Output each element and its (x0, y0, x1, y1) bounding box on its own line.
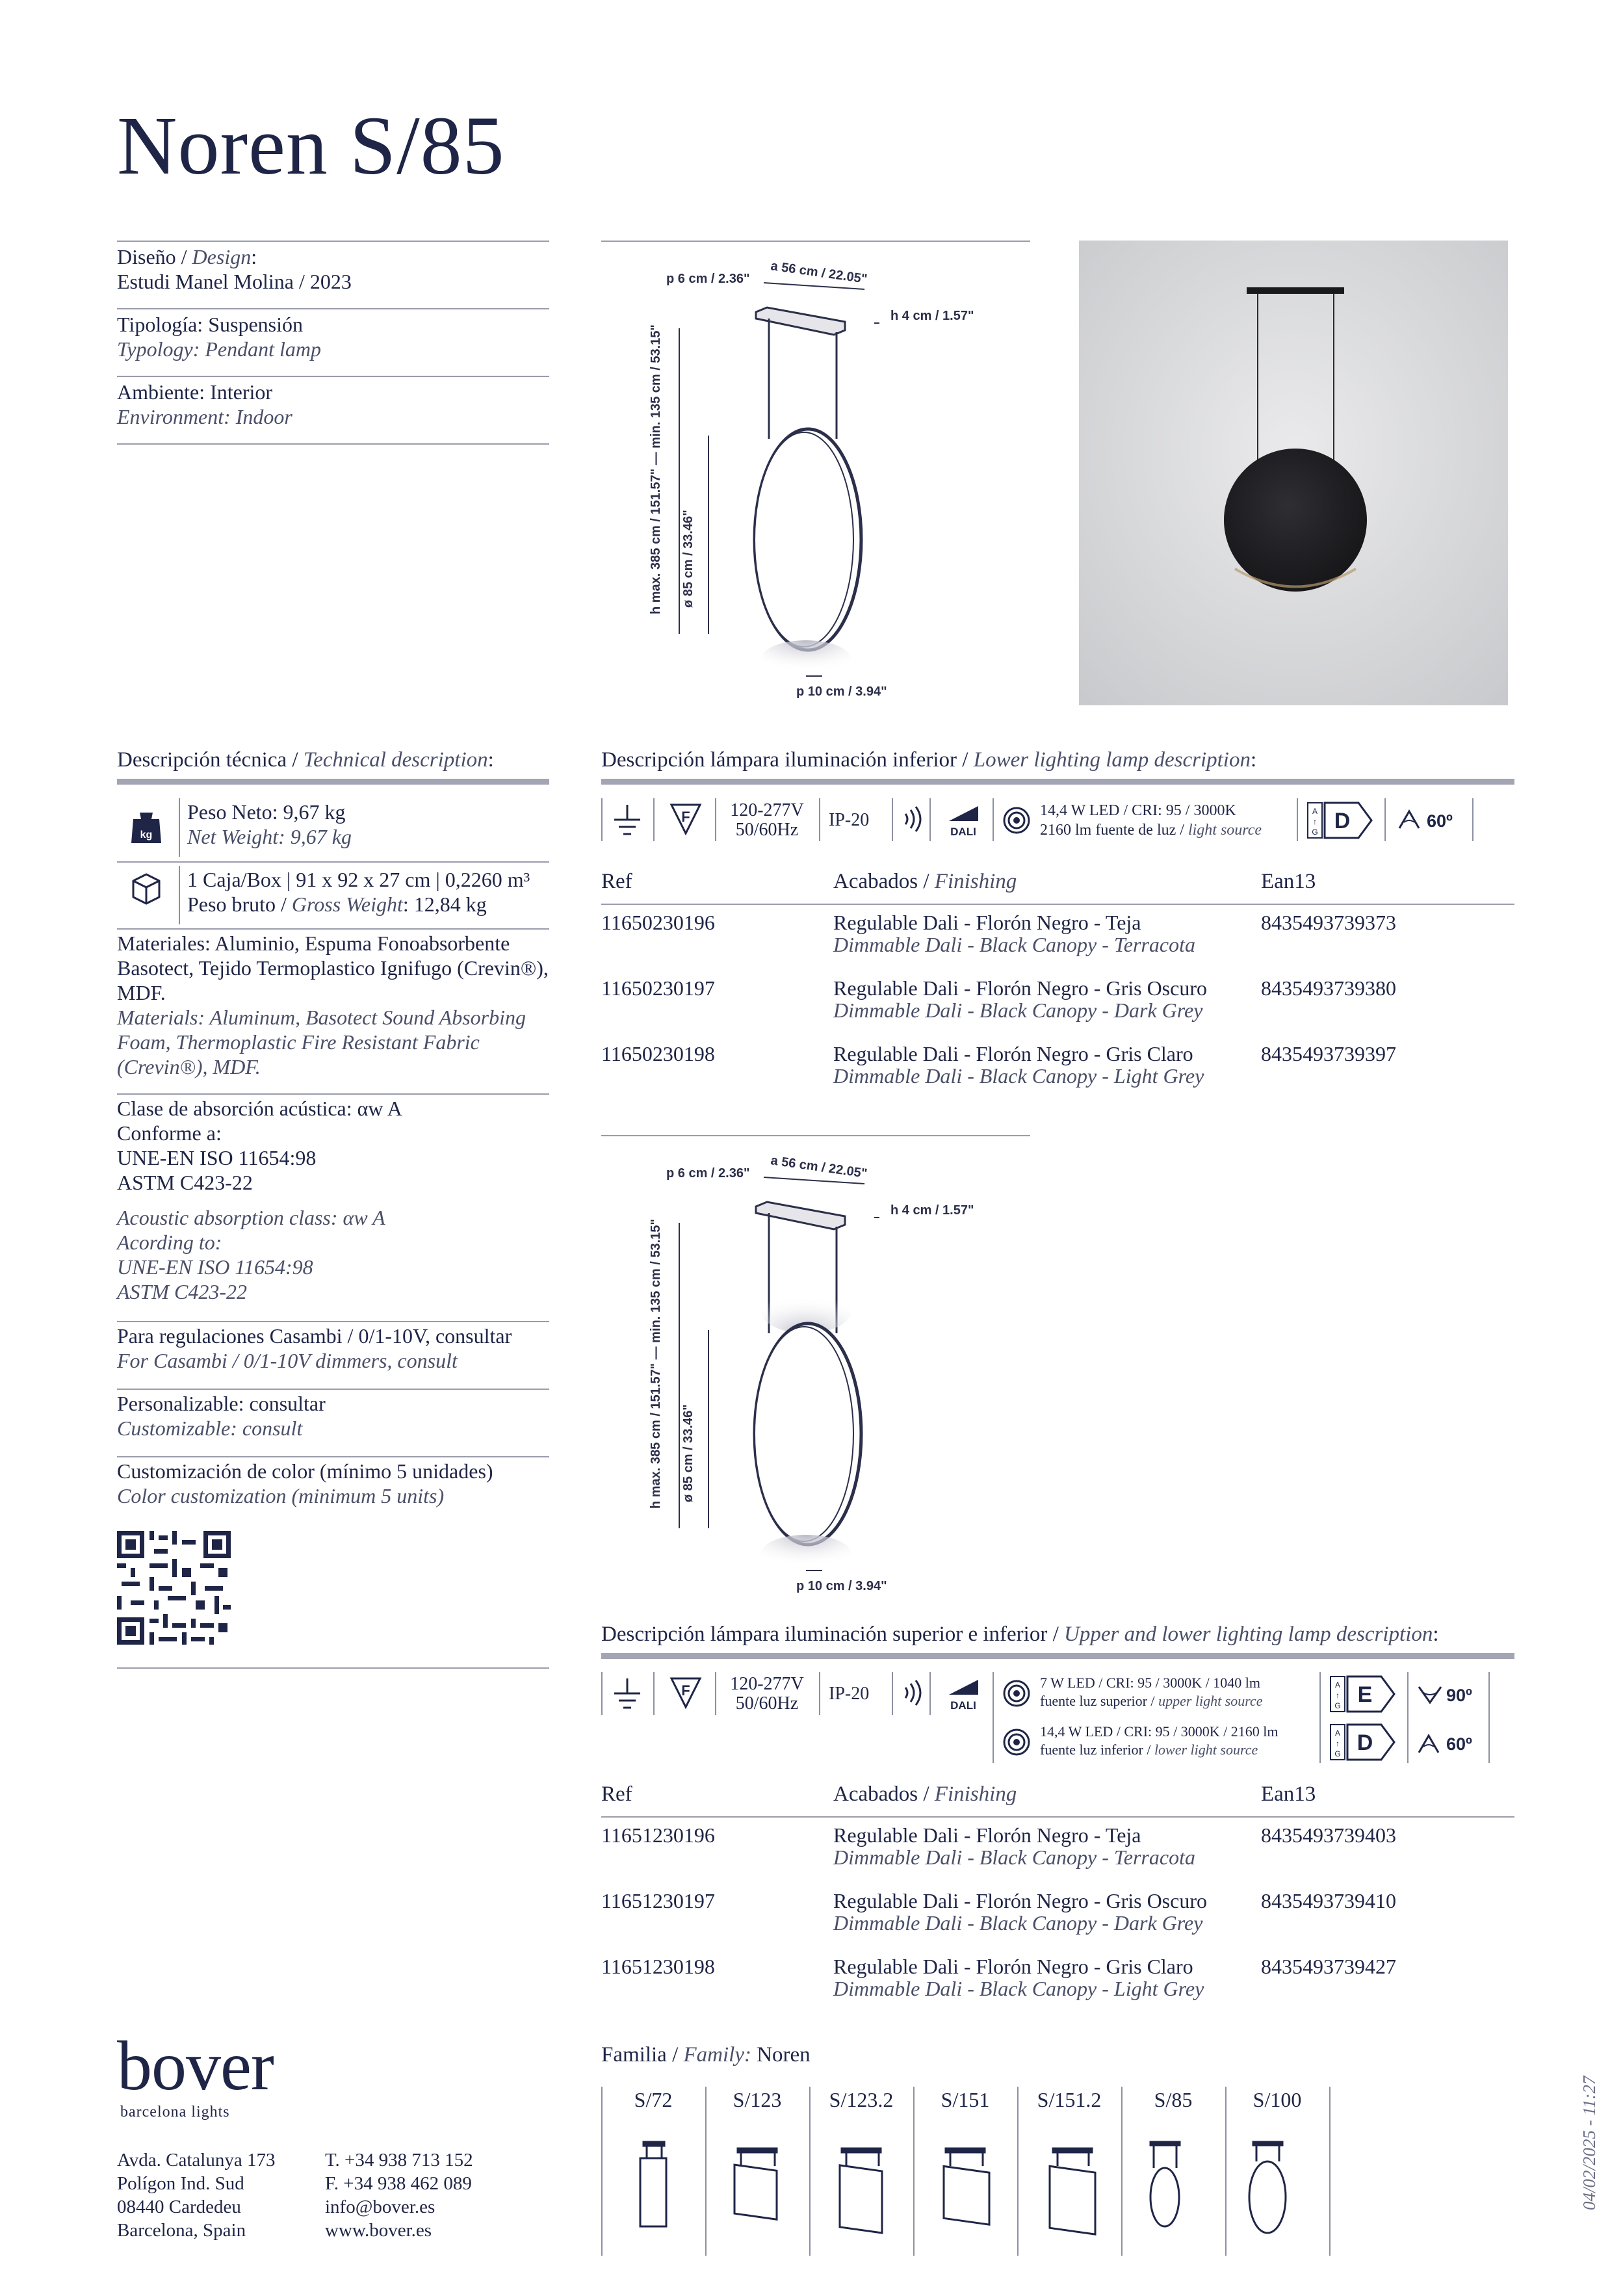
thick-divider (117, 779, 549, 785)
family-item-s100[interactable]: S/100 (1253, 2088, 1302, 2111)
divider (601, 1135, 1030, 1136)
finish-en: Dimmable Dali - Black Canopy - Terracota (833, 933, 1195, 956)
divider (117, 308, 549, 309)
led-lower-2: fuente luz inferior / (1040, 1742, 1154, 1758)
tech-heading-en: Technical description (303, 748, 488, 772)
table-row-ref: 11650230197 (601, 976, 715, 1000)
thick-divider (601, 779, 1514, 785)
col-finishing-en: Finishing (934, 1782, 1017, 1806)
typology-en: Typology: Pendant lamp (117, 337, 322, 361)
address-line: 08440 Cardedeu (117, 2197, 241, 2217)
address (117, 2148, 275, 2242)
table-row-finish (833, 1890, 1207, 1934)
energy-class-badge-upper (1329, 1675, 1401, 1714)
dali-label: DALI (950, 826, 976, 838)
box-info (187, 867, 558, 917)
col-ean: Ean13 (1261, 870, 1316, 893)
environment-es: Ambiente: Interior (117, 380, 273, 404)
finish-es: Regulable Dali - Florón Negro - Gris Claro (833, 1955, 1193, 1978)
net-weight (187, 800, 551, 849)
beam-angle-icon (1397, 808, 1423, 830)
family-heading (601, 2042, 811, 2067)
regulation-es: Para regulaciones Casambi / 0/1-10V, consultar (117, 1324, 512, 1348)
family-label-es: Familia / (601, 2043, 684, 2067)
kg-label: kg (140, 829, 153, 841)
col-finishing-en: Finishing (934, 870, 1017, 893)
table-row-ean: 8435493739403 (1261, 1823, 1396, 1847)
materials-en: Materials: Aluminum, Basotect Sound Absorbing Foam, Thermoplastic Fire Resistant Fabric (Crevin®), MDF. (117, 1006, 526, 1078)
address-line: Polígon Ind. Sud (117, 2173, 244, 2194)
separator (1297, 798, 1298, 841)
dali-icon (946, 1676, 985, 1712)
finish-es: Regulable Dali - Florón Negro - Gris Claro (833, 1042, 1193, 1065)
table-row-ean: 8435493739397 (1261, 1042, 1396, 1065)
gross-en: Gross Weight (291, 893, 403, 916)
design-label-es: Diseño / (117, 245, 192, 268)
color-custom-es: Customización de color (mínimo 5 unidades) (117, 1459, 493, 1483)
acoustic-es-1: Clase de absorción acústica: αw A (117, 1097, 402, 1120)
energy-class-value: D (1334, 809, 1351, 833)
beam-angle-lower: 60º (1446, 1734, 1472, 1754)
led-spec-lower (1040, 1723, 1278, 1759)
colon: : (1433, 1623, 1439, 1646)
depth-label: p 6 cm / 2.36" (666, 272, 750, 286)
separator (929, 798, 931, 841)
energy-class-value: E (1357, 1682, 1373, 1707)
separator (929, 1672, 931, 1715)
fax: F. +34 938 462 089 (325, 2173, 472, 2194)
separator (993, 1672, 994, 1763)
canopy-height-label: h 4 cm / 1.57" (890, 1203, 974, 1218)
led-spec-1: 14,4 W LED / CRI: 95 / 3000K (1040, 802, 1236, 819)
separator (1472, 798, 1474, 841)
dali-icon (946, 803, 985, 839)
thick-divider (601, 1653, 1514, 1659)
product-photo (1079, 241, 1508, 705)
col-finishing (833, 1782, 1017, 1807)
box-dimensions: 1 Caja/Box | 91 x 92 x 27 cm | 0,2260 m³ (187, 868, 530, 891)
family-item-s151[interactable]: S/151 (941, 2088, 990, 2111)
separator (993, 798, 994, 841)
col-finishing-es: Acabados / (833, 870, 935, 893)
dimension-diagram-upper-lower (601, 1138, 1030, 1606)
separator (601, 1672, 603, 1715)
diameter-label: ø 85 cm / 33.46" (681, 510, 695, 608)
colon: : (1250, 748, 1257, 772)
led-source-icon-upper (1002, 1679, 1031, 1708)
led-source-icon-lower (1002, 1728, 1031, 1756)
gross-value: : 12,84 kg (402, 893, 487, 916)
col-finishing (833, 870, 1017, 894)
table-row-ref: 11650230198 (601, 1042, 715, 1065)
divider (117, 1456, 549, 1457)
svg-text:F: F (681, 809, 690, 825)
col-finishing-es: Acabados / (833, 1782, 935, 1806)
height-label: h max. 385 cm / 151.57" — min. 135 cm / 53.15" (649, 324, 663, 614)
separator (715, 1672, 716, 1715)
ground-icon (611, 1676, 643, 1712)
regulation (117, 1324, 552, 1373)
divider (117, 1389, 549, 1390)
family-name: Noren (751, 2043, 811, 2067)
svg-text:G: G (1312, 828, 1318, 837)
divider (117, 1093, 549, 1095)
date-stamp: 04/02/2025 - 11:27 (1579, 2076, 1599, 2210)
svg-text:A: A (1312, 807, 1318, 816)
finish-en: Dimmable Dali - Black Canopy - Light Grey (833, 1064, 1204, 1088)
tech-heading-es: Descripción técnica / (117, 748, 304, 772)
led-lower-1: 14,4 W LED / CRI: 95 / 3000K / 2160 lm (1040, 1723, 1279, 1740)
acoustic-es-4: ASTM C423-22 (117, 1171, 253, 1194)
led-spec (1040, 801, 1262, 840)
lower-heading-en: Lower lighting lamp description (973, 748, 1251, 772)
lower-heading-es: Descripción lámpara iluminación inferior / (601, 748, 974, 772)
col-ref: Ref (601, 870, 632, 893)
website-link[interactable]: www.bover.es (325, 2220, 432, 2241)
led-spec-2-en: light source (1188, 822, 1262, 839)
height-label: h max. 385 cm / 151.57" — min. 135 cm / 53.15" (649, 1219, 663, 1509)
environment-block (117, 380, 552, 429)
acoustic (117, 1096, 552, 1304)
divider (117, 1667, 549, 1669)
upper-heading-en: Upper and lower lighting lamp description (1064, 1623, 1433, 1646)
colon: : (487, 748, 494, 772)
depth-bottom-label: p 10 cm / 3.94" (796, 1579, 887, 1593)
svg-text:G: G (1334, 1749, 1341, 1758)
table-row-ean: 8435493739410 (1261, 1889, 1396, 1912)
address-line: Avda. Catalunya 173 (117, 2150, 276, 2171)
gross-es: Peso bruto / (187, 893, 292, 916)
canopy-height-label: h 4 cm / 1.57" (890, 309, 974, 323)
divider (117, 443, 549, 445)
finish-en: Dimmable Dali - Black Canopy - Dark Grey (833, 998, 1203, 1022)
finish-es: Regulable Dali - Florón Negro - Teja (833, 911, 1141, 934)
customizable-en: Customizable: consult (117, 1416, 303, 1440)
table-row-finish (833, 1955, 1204, 2000)
led-source-icon (1002, 806, 1031, 835)
family-item-s123-2[interactable]: S/123.2 (829, 2088, 894, 2111)
finish-en: Dimmable Dali - Black Canopy - Light Grey (833, 1977, 1204, 2000)
separator (1384, 798, 1386, 841)
beam-angle-icon (1417, 1684, 1443, 1706)
acoustic-es-3: UNE-EN ISO 11654:98 (117, 1146, 317, 1169)
table-row-finish (833, 1043, 1204, 1087)
svg-text:F: F (681, 1682, 690, 1699)
divider (117, 376, 549, 377)
table-row-ean: 8435493739380 (1261, 976, 1396, 1000)
width-label: a 56 cm / 22.05" (770, 259, 868, 287)
acoustic-en-4: ASTM C423-22 (117, 1280, 247, 1303)
dimension-diagram-lower (601, 244, 1030, 712)
separator (819, 1672, 820, 1715)
led-spec-upper (1040, 1674, 1263, 1710)
table-row-ean: 8435493739373 (1261, 911, 1396, 934)
energy-class-badge-lower (1329, 1723, 1401, 1762)
separator (653, 798, 655, 841)
page-title: Noren S/85 (117, 99, 505, 192)
acoustic-es-2: Conforme a: (117, 1121, 222, 1145)
design-block (117, 244, 552, 294)
width-label: a 56 cm / 22.05" (770, 1153, 868, 1181)
separator (1488, 1672, 1490, 1763)
finish-en: Dimmable Dali - Black Canopy - Terracota (833, 1846, 1195, 1869)
acoustic-en-2: Acording to: (117, 1231, 222, 1254)
phone: T. +34 938 713 152 (325, 2150, 473, 2171)
divider (117, 1321, 549, 1322)
color-custom-en: Color customization (minimum 5 units) (117, 1484, 445, 1507)
separator (1319, 1672, 1321, 1763)
finish-es: Regulable Dali - Florón Negro - Teja (833, 1823, 1141, 1847)
environment-en: Environment: Indoor (117, 405, 292, 428)
energy-class-badge (1306, 801, 1378, 840)
separator (892, 798, 893, 841)
design-label-en: Design (192, 245, 252, 268)
svg-text:G: G (1334, 1701, 1341, 1710)
divider (601, 241, 1030, 242)
diameter-label: ø 85 cm / 33.46" (681, 1404, 695, 1502)
family-item-s85[interactable]: S/85 (1154, 2088, 1193, 2111)
voltage-value: 120-277V (730, 1674, 804, 1694)
customizable-es: Personalizable: consultar (117, 1392, 326, 1415)
col-ref: Ref (601, 1782, 632, 1806)
dimmable-icon (900, 1678, 926, 1708)
svg-text:A: A (1334, 1680, 1341, 1689)
separator (179, 798, 180, 857)
table-row-finish (833, 911, 1195, 956)
voltage (725, 801, 809, 840)
table-row-ref: 11650230196 (601, 911, 715, 934)
depth-label: p 6 cm / 2.36" (666, 1166, 750, 1181)
led-upper-2: fuente luz superior / (1040, 1693, 1159, 1709)
svg-text:A: A (1334, 1729, 1341, 1738)
customizable (117, 1391, 552, 1441)
weight-icon (130, 809, 162, 845)
led-upper-1: 7 W LED / CRI: 95 / 3000K / 1040 lm (1040, 1675, 1260, 1691)
contact (325, 2148, 473, 2242)
led-lower-2-en: lower light source (1154, 1742, 1258, 1758)
designer: Estudi Manel Molina / 2023 (117, 270, 352, 293)
beam-angle: 60º (1427, 811, 1453, 831)
acoustic-en-3: UNE-EN ISO 11654:98 (117, 1255, 313, 1279)
led-spec-2: 2160 lm fuente de luz / (1040, 822, 1188, 839)
family-item-s72[interactable]: S/72 (634, 2088, 673, 2111)
f-mark-icon (669, 803, 702, 835)
separator (601, 798, 603, 841)
dimmable-icon (900, 805, 926, 834)
bover-logo: bover (117, 2028, 274, 2105)
typology-es: Tipología: Suspensión (117, 313, 303, 336)
energy-class-value: D (1357, 1730, 1373, 1755)
separator (819, 798, 820, 841)
net-weight-es: Peso Neto: 9,67 kg (187, 800, 346, 824)
net-weight-en: Net Weight: 9,67 kg (187, 825, 352, 848)
table-row-finish (833, 977, 1207, 1021)
finish-es: Regulable Dali - Florón Negro - Gris Oscuro (833, 976, 1207, 1000)
typology-block (117, 312, 552, 361)
svg-text:↑: ↑ (1313, 817, 1317, 826)
frequency-value: 50/60Hz (735, 820, 799, 840)
finish-es: Regulable Dali - Florón Negro - Gris Oscuro (833, 1889, 1207, 1912)
family-item-s151-2[interactable]: S/151.2 (1037, 2088, 1102, 2111)
email-link[interactable]: info@bover.es (325, 2197, 435, 2217)
svg-text:↑: ↑ (1336, 1691, 1340, 1700)
colon: : (251, 245, 257, 268)
ground-icon (611, 803, 643, 839)
divider (117, 928, 549, 930)
f-mark-icon (669, 1676, 702, 1709)
dali-label: DALI (950, 1699, 976, 1712)
depth-bottom-label: p 10 cm / 3.94" (796, 685, 887, 699)
separator (179, 866, 180, 924)
box-icon (130, 871, 162, 907)
separator (653, 1672, 655, 1715)
separator (601, 2087, 603, 2256)
divider (117, 241, 549, 242)
separator (892, 1672, 893, 1715)
acoustic-en-1: Acoustic absorption class: αw A (117, 1206, 385, 1229)
table-header-divider (601, 904, 1514, 905)
beam-angle-icon (1417, 1732, 1443, 1755)
frequency-value: 50/60Hz (735, 1693, 799, 1714)
table-header-divider (601, 1816, 1514, 1818)
address-line: Barcelona, Spain (117, 2220, 246, 2241)
ip-rating: IP-20 (829, 810, 870, 830)
regulation-en: For Casambi / 0/1-10V dimmers, consult (117, 1349, 458, 1372)
ip-rating: IP-20 (829, 1684, 870, 1704)
lower-heading (601, 748, 1256, 772)
divider (117, 861, 549, 863)
family-thumbnails (604, 2139, 1332, 2236)
table-row-ref: 11651230196 (601, 1823, 715, 1847)
table-row-ean: 8435493739427 (1261, 1955, 1396, 1978)
col-ean: Ean13 (1261, 1782, 1316, 1806)
upper-heading (601, 1622, 1439, 1647)
finish-en: Dimmable Dali - Black Canopy - Dark Grey (833, 1911, 1203, 1935)
brand-tagline: barcelona lights (120, 2104, 230, 2120)
table-row-ref: 11651230197 (601, 1889, 715, 1912)
family-label-en: Family: (683, 2043, 751, 2067)
led-upper-2-en: upper light source (1158, 1693, 1263, 1709)
beam-angle-upper: 90º (1446, 1686, 1472, 1705)
voltage-value: 120-277V (730, 800, 804, 820)
materials-es: Materiales: Aluminio, Espuma Fonoabsorbente Basotect, Tejido Termoplastico Ignifugo (Crevin®), MDF. (117, 932, 549, 1004)
svg-text:↑: ↑ (1336, 1739, 1340, 1748)
table-row-ref: 11651230198 (601, 1955, 715, 1978)
tech-heading (117, 748, 494, 772)
color-custom (117, 1459, 552, 1508)
family-item-s123[interactable]: S/123 (733, 2088, 782, 2111)
table-row-finish (833, 1824, 1195, 1868)
qr-code[interactable] (117, 1531, 231, 1645)
materials (117, 931, 552, 1079)
separator (715, 798, 716, 841)
separator (1407, 1672, 1409, 1763)
voltage (725, 1675, 809, 1714)
upper-heading-es: Descripción lámpara iluminación superior e inferior / (601, 1623, 1064, 1646)
